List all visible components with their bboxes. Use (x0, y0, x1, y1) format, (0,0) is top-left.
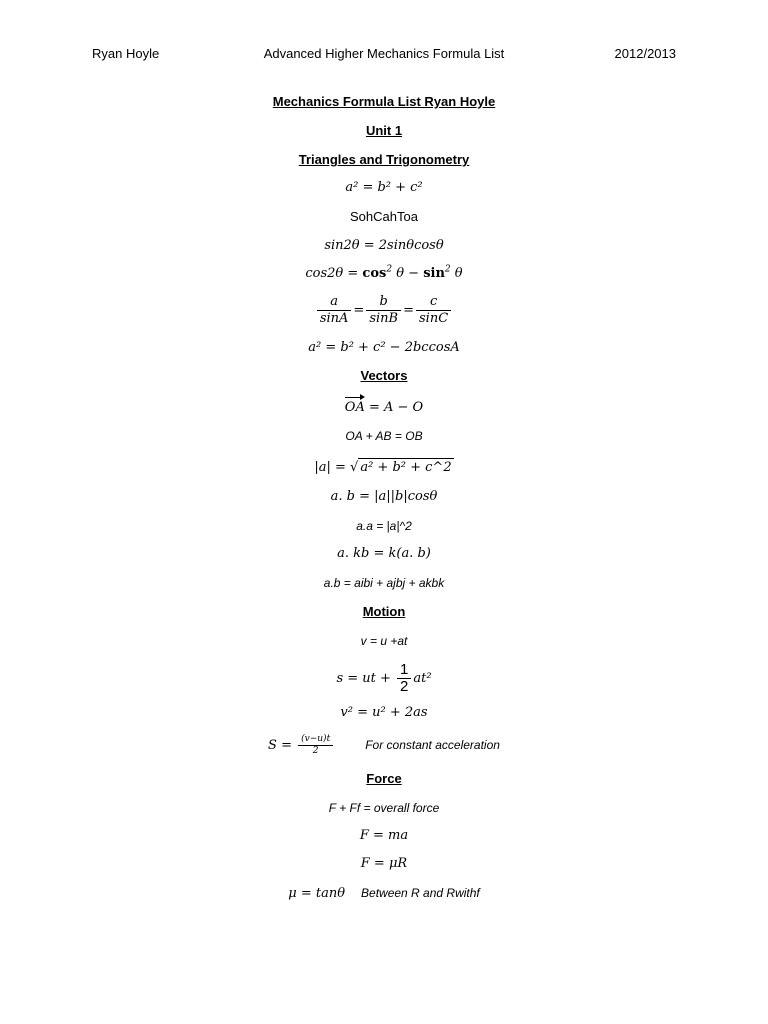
sine-rule-n1: a (317, 294, 352, 311)
oa-vector: OA (344, 400, 365, 415)
cos2-cos: cos (362, 266, 387, 281)
mag-radicand: a² + b² + c^2 (360, 460, 452, 475)
mag-lhs: |a| = (314, 460, 351, 475)
formula-a-dot-a: a.a = |a|^2 (356, 519, 412, 533)
formula-sine-rule: $\frac{a}{\sin A}$ = $\frac{b}{\sin B}$ = $\frac{c}{\sin C}$ (0, 294, 768, 327)
section-force: Force (366, 771, 402, 786)
mu-note: Between R and Rwithf (361, 886, 480, 900)
unit-title: Unit 1 (365, 123, 403, 138)
s-frac-den: 2 (400, 678, 409, 695)
cos2-sin: sin (423, 266, 445, 281)
formula-mu-tan (0, 885, 768, 902)
formula-v-squared: v² = u² + 2as (340, 705, 428, 720)
formula-sin-double: sin2θ = 2sinθcosθ (324, 238, 444, 253)
cos2-mid: θ − (392, 266, 424, 281)
oa-rhs: = A − O (364, 400, 424, 415)
section-triangles: Triangles and Trigonometry (298, 152, 470, 167)
sohcahtoa: SohCahToa (350, 209, 418, 224)
formula-f-mu-r: F = μR (360, 856, 408, 871)
formula-v-u-at: v = u +at (360, 634, 408, 648)
formula-S-avg (0, 734, 768, 757)
s-lhs: s = ut + (336, 671, 396, 686)
section-vectors: Vectors (360, 368, 408, 383)
formula-overall-force: F + Ff = overall force (328, 801, 440, 815)
S-num: (v−u)t (298, 734, 333, 746)
s-rhs: at² (413, 671, 432, 686)
S-den: 2 (312, 746, 319, 756)
mu-formula: μ = tanθ (288, 886, 346, 901)
formula-akb: a. kb = k(a. b) (337, 546, 431, 561)
cos2-end: θ (450, 266, 463, 281)
main-title: Mechanics Formula List Ryan Hoyle (272, 94, 496, 109)
sine-rule-d3: sinC (419, 311, 449, 326)
cos2-lhs: cos2θ = (305, 266, 363, 281)
sine-rule-d2: sinB (369, 311, 399, 326)
section-motion: Motion (362, 604, 406, 619)
S-lhs: S = (268, 738, 297, 753)
formula-oa (0, 400, 768, 416)
s-frac-num: 1 (397, 662, 411, 679)
formula-cos-double: $\cos 2\theta = \cos^2 \theta - \sin^2 \theta$ (305, 264, 463, 281)
formula-components: a.b = aibi + ajbj + akbk (323, 576, 445, 590)
formula-dot-product: a. b = |a||b|cosθ (330, 489, 438, 504)
formula-oa-ab: OA + AB = OB (345, 429, 423, 443)
header-title: Advanced Higher Mechanics Formula List (263, 46, 505, 61)
header-year: 2012/2013 (614, 46, 676, 61)
sine-rule-n3: c (416, 294, 451, 311)
sine-rule-n2: b (366, 294, 401, 311)
header-author: Ryan Hoyle (92, 46, 160, 61)
S-note: For constant acceleration (365, 738, 500, 752)
formula-s-ut (0, 662, 768, 695)
sine-rule-d1: sinA (319, 311, 349, 326)
formula-pythagoras: a² = b² + c² (345, 180, 423, 195)
formula-f-ma: F = ma (359, 828, 409, 843)
formula-magnitude: |a| = √ a² + b² + c^2 (314, 460, 452, 475)
formula-cosine-rule: a² = b² + c² − 2bccosA (308, 340, 460, 355)
